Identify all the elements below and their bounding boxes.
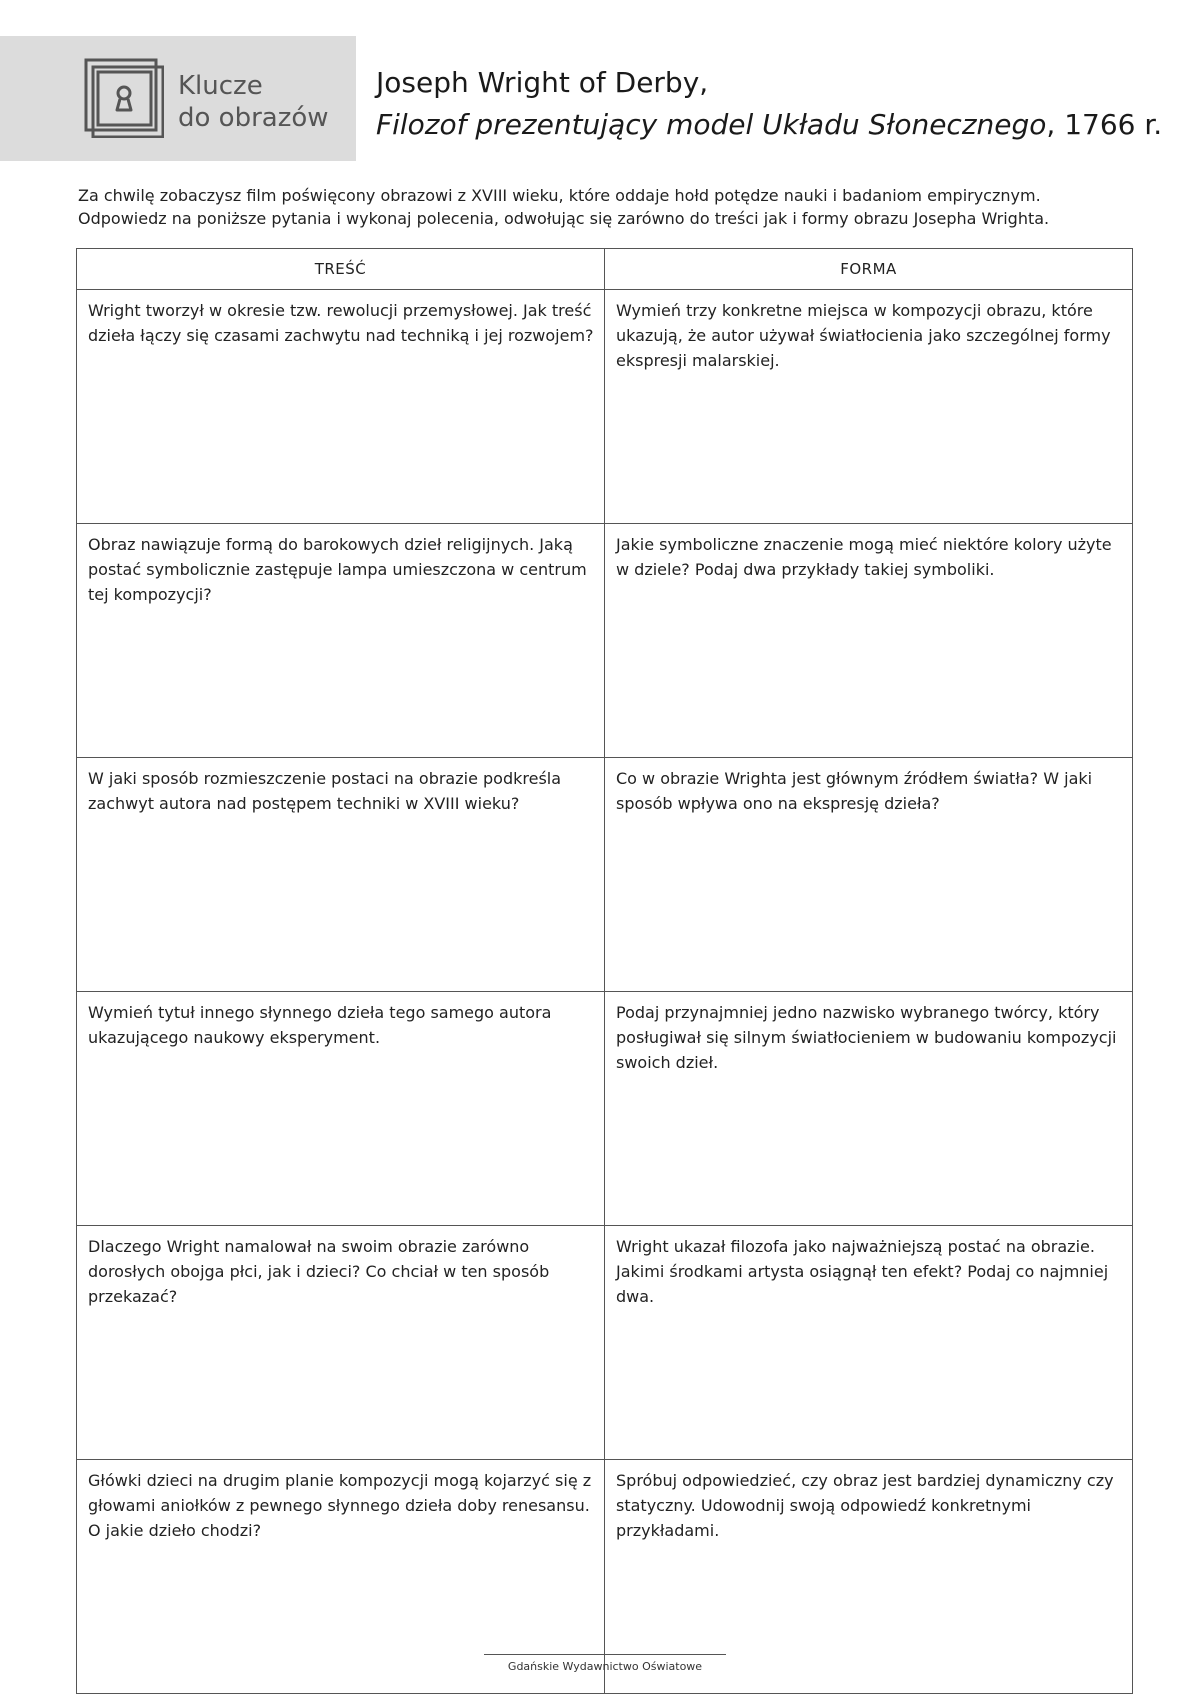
table-row <box>77 992 1133 1226</box>
question-forma-3: Co w obrazie Wrighta jest głównym źródłem światła? W jaki sposób wpływa ono na ekspresję dzieła? <box>605 758 1133 992</box>
intro-line-1: Za chwilę zobaczysz film poświęcony obrazowi z XVIII wieku, które oddaje hołd potędze nauki i badaniom empirycznym. <box>78 186 1041 205</box>
table-row <box>77 1226 1133 1460</box>
keyhole-frame-icon <box>84 58 164 138</box>
table-row <box>77 290 1133 524</box>
table-row <box>77 524 1133 758</box>
question-forma-6: Spróbuj odpowiedzieć, czy obraz jest bardziej dynamiczny czy statyczny. Udowodnij swoją odpowiedź konkretnymi przykładami. <box>605 1460 1133 1694</box>
question-tresc-1: Wright tworzył w okresie tzw. rewolucji przemysłowej. Jak treść dzieła łączy się czasami zachwytu nad techniką i jej rozwojem? <box>77 290 605 524</box>
table-row <box>77 1460 1133 1694</box>
question-forma-5: Wright ukazał filozofa jako najważniejszą postać na obrazie. Jakimi środkami artysta osiągnął ten efekt? Podaj co najmniej dwa. <box>605 1226 1133 1460</box>
question-tresc-4: Wymień tytuł innego słynnego dzieła tego samego autora ukazującego naukowy eksperyment. <box>77 992 605 1226</box>
title-artwork-line <box>376 104 1162 146</box>
series-name-line1: Klucze <box>178 71 263 101</box>
page-title <box>376 62 1162 146</box>
footer-publisher: Gdańskie Wydawnictwo Oświatowe <box>507 1660 703 1673</box>
question-tresc-6: Główki dzieci na drugim planie kompozycji mogą kojarzyć się z głowami aniołków z pewnego słynnego dzieła doby renesansu. O jakie dzieło chodzi? <box>77 1460 605 1694</box>
question-forma-1: Wymień trzy konkretne miejsca w kompozycji obrazu, które ukazują, że autor używał światłocienia jako szczególnej formy ekspresji malarskiej. <box>605 290 1133 524</box>
footer-divider <box>484 1654 726 1655</box>
question-tresc-5: Dlaczego Wright namalował na swoim obrazie zarówno dorosłych obojga płci, jak i dzieci? Co chciał w ten sposób przekazać? <box>77 1226 605 1460</box>
header-tresc: TREŚĆ <box>77 249 605 290</box>
title-artwork: Filozof prezentujący model Układu Słonecznego <box>376 108 1047 141</box>
intro-text <box>78 184 1138 230</box>
intro-line-2: Odpowiedz na poniższe pytania i wykonaj polecenia, odwołując się zarówno do treści jak i formy obrazu Josepha Wrighta. <box>78 209 1050 228</box>
header-forma: FORMA <box>605 249 1133 290</box>
table-header-row <box>77 249 1133 290</box>
table-row <box>77 758 1133 992</box>
title-artist: Joseph Wright of Derby, <box>376 66 709 99</box>
question-tresc-3: W jaki sposób rozmieszczenie postaci na obrazie podkreśla zachwyt autora nad postępem techniki w XVIII wieku? <box>77 758 605 992</box>
question-forma-2: Jakie symboliczne znaczenie mogą mieć niektóre kolory użyte w dziele? Podaj dwa przykłady takiej symboliki. <box>605 524 1133 758</box>
title-year: , 1766 r. <box>1046 108 1163 141</box>
question-forma-4: Podaj przynajmniej jedno nazwisko wybranego twórcy, który posługiwał się silnym światłocieniem w budowaniu kompozycji swoich dzieł. <box>605 992 1133 1226</box>
series-name-line2: do obrazów <box>178 103 329 133</box>
series-logo <box>0 36 356 161</box>
series-name <box>178 70 329 134</box>
questions-table <box>76 248 1133 1694</box>
question-tresc-2: Obraz nawiązuje formą do barokowych dzieł religijnych. Jaką postać symbolicznie zastępuje lampa umieszczona w centrum tej kompozycji? <box>77 524 605 758</box>
